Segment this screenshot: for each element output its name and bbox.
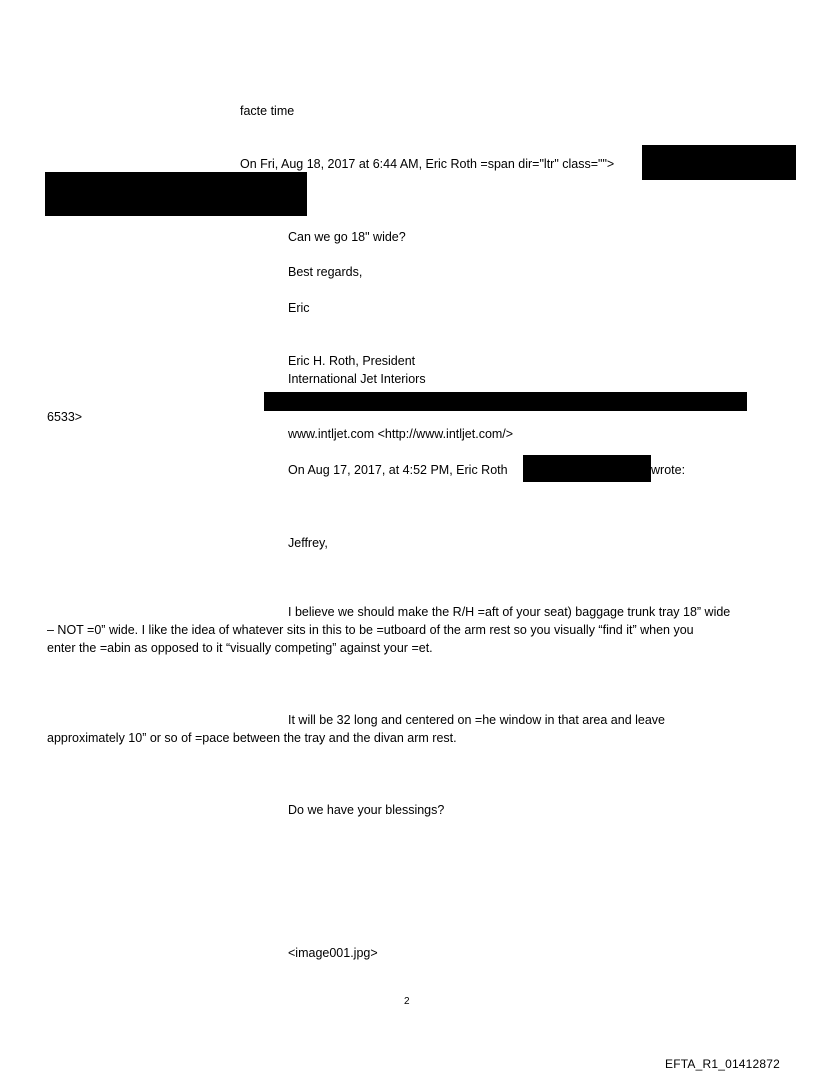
redaction-box — [264, 392, 747, 411]
signature-name: Eric — [288, 301, 310, 315]
closing-question: Do we have your blessings? — [288, 803, 445, 817]
document-id: EFTA_R1_01412872 — [665, 1057, 781, 1071]
attachment-placeholder: <image001.jpg> — [288, 946, 378, 960]
signature-company: International Jet Interiors — [288, 372, 426, 386]
paragraph-line: – NOT =0” wide. I like the idea of whatever sits in this to be =utboard of the arm rest so you visually “find it” when you — [47, 623, 694, 637]
question-width: Can we go 18" wide? — [288, 230, 406, 244]
paragraph-line: approximately 10” or so of =pace between the tray and the divan arm rest. — [47, 731, 457, 745]
paragraph-line: enter the =abin as opposed to it “visually competing” against your =et. — [47, 641, 433, 655]
quote-header-aug17: On Aug 17, 2017, at 4:52 PM, Eric Roth — [288, 463, 508, 477]
quote-header-wrote: wrote: — [651, 463, 686, 477]
greeting: Jeffrey, — [288, 536, 328, 550]
phone-tail: 6533> — [47, 410, 83, 424]
paragraph-line: It will be 32 long and centered on =he window in that area and leave — [288, 713, 665, 727]
redaction-box — [642, 145, 796, 180]
page-number: 2 — [404, 996, 410, 1007]
redaction-box — [45, 172, 307, 216]
redaction-box — [523, 455, 651, 482]
paragraph-line: I believe we should make the R/H =aft of your seat) baggage trunk tray 18” wide — [288, 605, 731, 619]
quote-header-fri: On Fri, Aug 18, 2017 at 6:44 AM, Eric Roth =span dir="ltr" class=""> — [240, 157, 615, 171]
reply-text: facte time — [240, 104, 295, 118]
signature-full-name: Eric H. Roth, President — [288, 354, 416, 368]
signature-website: www.intljet.com <http://www.intljet.com/> — [288, 427, 514, 441]
closing-regards: Best regards, — [288, 265, 363, 279]
